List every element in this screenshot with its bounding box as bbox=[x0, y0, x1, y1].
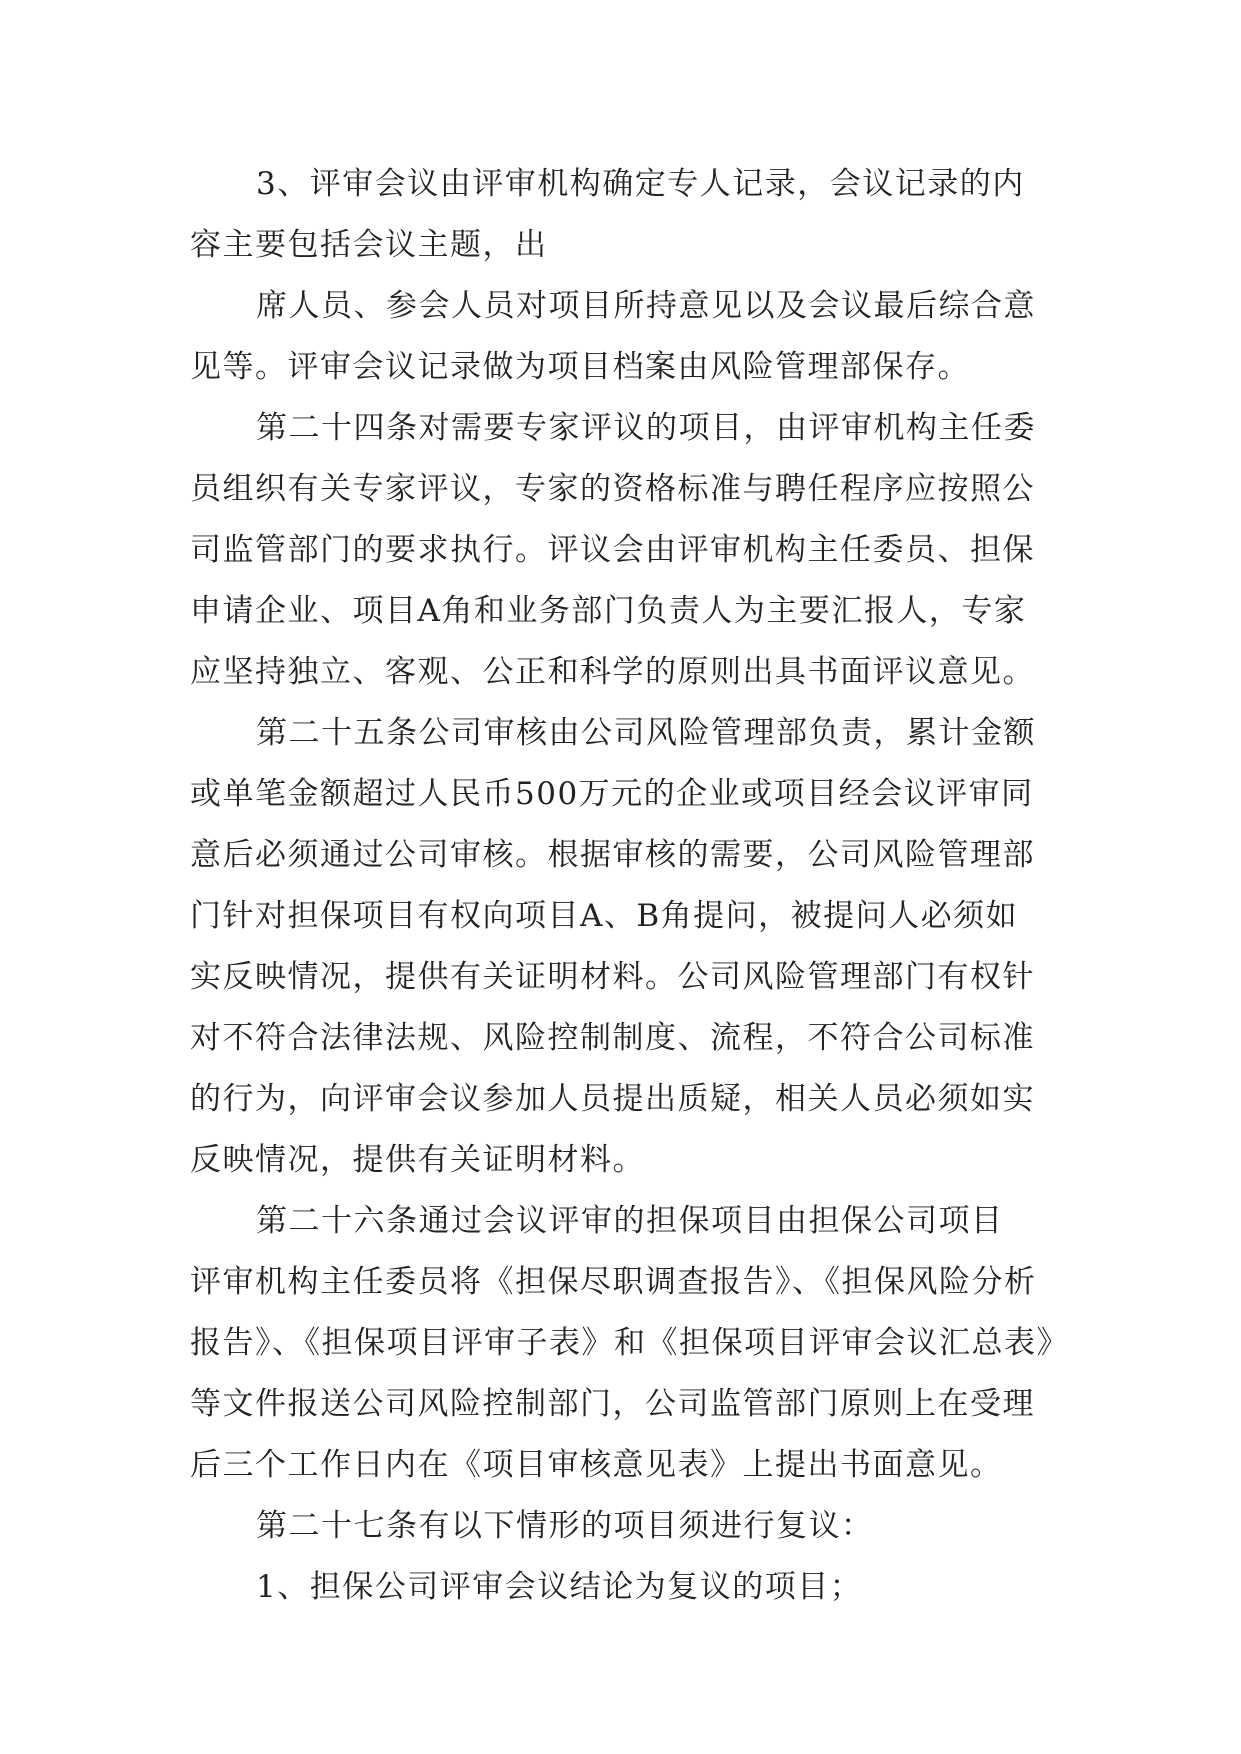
text-line: 报告》、《担保项目评审子表》和《担保项目评审会议汇总表》 bbox=[190, 1325, 1069, 1361]
text-line: 或单笔金额超过人民币500万元的企业或项目经会议评审同 bbox=[190, 776, 1034, 812]
text-line: 后三个工作日内在《项目审核意见表》上提出书面意见。 bbox=[190, 1447, 1003, 1483]
text-line: 席人员、参会人员对项目所持意见以及会议最后综合意 bbox=[256, 288, 1036, 324]
text-line: 评审机构主任委员将《担保尽职调查报告》、《担保风险分析 bbox=[190, 1264, 1037, 1300]
text-line: 员组织有关专家评议，专家的资格标准与聘任程序应按照公 bbox=[190, 471, 1035, 507]
text-line: 对不符合法律法规、风险控制制度、流程，不符合公司标准 bbox=[190, 1020, 1035, 1056]
text-line: 见等。评审会议记录做为项目档案由风险管理部保存。 bbox=[190, 349, 970, 385]
text-line: 司监管部门的要求执行。评议会由评审机构主任委员、担保 bbox=[190, 532, 1035, 568]
document-body bbox=[190, 154, 1070, 1618]
text-line: 意后必须通过公司审核。根据审核的需要，公司风险管理部 bbox=[190, 837, 1035, 873]
text-line: 第二十六条通过会议评审的担保项目由担保公司项目 bbox=[256, 1203, 1004, 1239]
text-line: 应坚持独立、客观、公正和科学的原则出具书面评议意见。 bbox=[190, 654, 1035, 690]
text-line: 实反映情况，提供有关证明材料。公司风险管理部门有权针 bbox=[190, 959, 1035, 995]
text-line: 容主要包括会议主题，出 bbox=[190, 227, 548, 263]
text-line: 第二十七条有以下情形的项目须进行复议： bbox=[256, 1508, 874, 1544]
text-line: 等文件报送公司风险控制部门，公司监管部门原则上在受理 bbox=[190, 1386, 1035, 1422]
text-line: 3、评审会议由评审机构确定专人记录，会议记录的内 bbox=[256, 166, 1025, 202]
text-line: 第二十四条对需要专家评议的项目，由评审机构主任委 bbox=[256, 410, 1036, 446]
text-line: 1、担保公司评审会议结论为复议的项目； bbox=[256, 1569, 863, 1605]
text-line: 反映情况，提供有关证明材料。 bbox=[190, 1142, 645, 1178]
text-line: 第二十五条公司审核由公司风险管理部负责，累计金额 bbox=[256, 715, 1036, 751]
text-line: 的行为，向评审会议参加人员提出质疑，相关人员必须如实 bbox=[190, 1081, 1035, 1117]
text-line: 申请企业、项目A角和业务部门负责人为主要汇报人，专家 bbox=[190, 593, 1027, 629]
text-line: 门针对担保项目有权向项目A、B角提问，被提问人必须如 bbox=[190, 898, 1019, 934]
